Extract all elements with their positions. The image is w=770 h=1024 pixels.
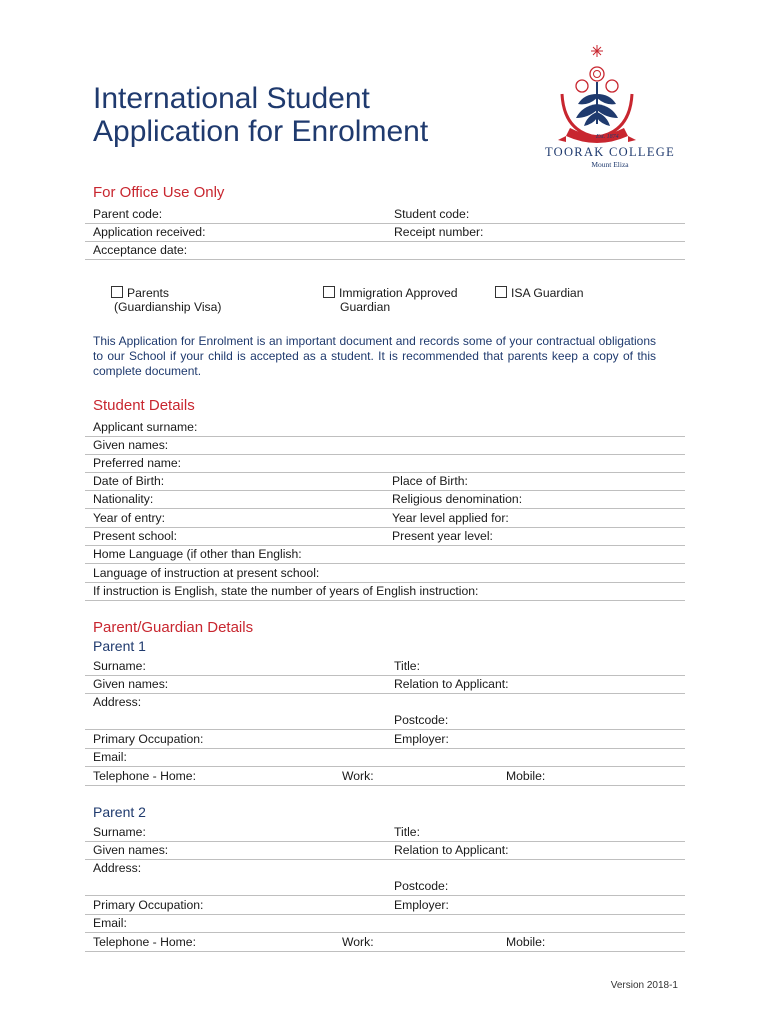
student-row xyxy=(85,509,685,528)
isa-checkbox[interactable] xyxy=(495,286,507,298)
parent2-row xyxy=(85,859,685,877)
pob-label: Place of Birth: xyxy=(392,474,468,488)
year-entry-label: Year of entry: xyxy=(93,511,166,525)
office-heading: For Office Use Only xyxy=(93,184,225,201)
page-title xyxy=(93,82,428,148)
present-year-label: Present year level: xyxy=(392,529,493,543)
immigration-checkbox[interactable] xyxy=(323,286,335,298)
parent2-row xyxy=(85,823,685,842)
p1-relation-label: Relation to Applicant: xyxy=(394,677,509,691)
parent2-row xyxy=(85,914,685,933)
p2-title-label: Title: xyxy=(394,825,420,839)
acceptance-date-label: Acceptance date: xyxy=(93,243,188,257)
student-row xyxy=(85,418,685,437)
p1-postcode-label: Postcode: xyxy=(394,713,449,727)
logo-est: Est. 1874 xyxy=(596,134,619,140)
student-row xyxy=(85,527,685,546)
office-row-3 xyxy=(85,241,685,260)
present-school-label: Present school: xyxy=(93,529,178,543)
p2-occupation-label: Primary Occupation: xyxy=(93,898,204,912)
parent2-heading: Parent 2 xyxy=(93,804,146,820)
student-row xyxy=(85,490,685,509)
title-line-1: International Student xyxy=(93,82,370,115)
nationality-label: Nationality: xyxy=(93,492,154,506)
version-label: Version 2018-1 xyxy=(610,980,678,991)
application-received-label: Application received: xyxy=(93,225,206,239)
receipt-number-label: Receipt number: xyxy=(394,225,484,239)
student-row xyxy=(85,472,685,491)
p2-tel-home-label: Telephone - Home: xyxy=(93,935,196,949)
preferred-name-label: Preferred name: xyxy=(93,456,182,470)
parent2-row xyxy=(85,933,685,952)
parents-checkbox[interactable] xyxy=(111,286,123,298)
parent1-row xyxy=(85,657,685,676)
p1-title-label: Title: xyxy=(394,659,420,673)
isa-checkbox-option[interactable] xyxy=(495,286,584,300)
p2-employer-label: Employer: xyxy=(394,898,449,912)
student-row xyxy=(85,545,685,564)
student-row xyxy=(85,564,685,583)
college-logo xyxy=(540,42,680,172)
surname-label: Applicant surname: xyxy=(93,420,198,434)
given-names-label: Given names: xyxy=(93,438,169,452)
english-years-label: If instruction is English, state the number of years of English instruction: xyxy=(93,584,479,598)
parent1-row xyxy=(85,767,685,786)
parent2-row xyxy=(85,896,685,915)
parents-checkbox-option[interactable] xyxy=(111,286,222,314)
parent-code-label: Parent code: xyxy=(93,207,163,221)
p1-email-label: Email: xyxy=(93,750,127,764)
p2-mobile-label: Mobile: xyxy=(506,935,546,949)
parent2-row xyxy=(85,877,685,896)
student-row xyxy=(85,582,685,601)
p1-given-names-label: Given names: xyxy=(93,677,169,691)
p2-surname-label: Surname: xyxy=(93,825,146,839)
p1-mobile-label: Mobile: xyxy=(506,769,546,783)
guardian-heading: Parent/Guardian Details xyxy=(93,619,254,636)
p2-email-label: Email: xyxy=(93,916,127,930)
student-row xyxy=(85,436,685,455)
p1-surname-label: Surname: xyxy=(93,659,146,673)
dob-label: Date of Birth: xyxy=(93,474,165,488)
religion-label: Religious denomination: xyxy=(392,492,523,506)
immigration-checkbox-option[interactable] xyxy=(323,286,458,314)
logo-name: TOORAK COLLEGE xyxy=(544,145,676,159)
intro-paragraph: This Application for Enrolment is an important document and records some of your contractual obligations to our School if your child is accepted as a student. It is recommended that parents keep a copy of this complete document. xyxy=(93,334,656,378)
immigration-label-2: Guardian xyxy=(340,300,391,314)
home-language-label: Home Language (if other than English: xyxy=(93,547,302,561)
office-row-2 xyxy=(85,223,685,242)
p2-postcode-label: Postcode: xyxy=(394,879,449,893)
parent1-row xyxy=(85,730,685,749)
parents-label-2: (Guardianship Visa) xyxy=(114,300,222,314)
p2-work-label: Work: xyxy=(342,935,374,949)
instruction-language-label: Language of instruction at present school: xyxy=(93,566,320,580)
student-heading: Student Details xyxy=(93,397,195,414)
parent1-row xyxy=(85,675,685,694)
p2-address-label: Address: xyxy=(93,861,142,875)
p1-employer-label: Employer: xyxy=(394,732,449,746)
parent1-row xyxy=(85,693,685,711)
office-row-1 xyxy=(85,205,685,224)
student-code-label: Student code: xyxy=(394,207,470,221)
p1-work-label: Work: xyxy=(342,769,374,783)
immigration-label-1: Immigration Approved xyxy=(339,286,458,300)
parent1-row xyxy=(85,711,685,730)
parent2-row xyxy=(85,841,685,860)
parents-label-1: Parents xyxy=(127,286,170,300)
p2-given-names-label: Given names: xyxy=(93,843,169,857)
isa-label: ISA Guardian xyxy=(511,286,584,300)
year-level-label: Year level applied for: xyxy=(392,511,509,525)
p1-tel-home-label: Telephone - Home: xyxy=(93,769,196,783)
title-line-2: Application for Enrolment xyxy=(93,115,429,148)
parent1-row xyxy=(85,748,685,767)
p1-address-label: Address: xyxy=(93,695,142,709)
student-row xyxy=(85,454,685,473)
p1-occupation-label: Primary Occupation: xyxy=(93,732,204,746)
logo-sub: Mount Eliza xyxy=(591,160,629,169)
parent1-heading: Parent 1 xyxy=(93,638,146,654)
p2-relation-label: Relation to Applicant: xyxy=(394,843,509,857)
